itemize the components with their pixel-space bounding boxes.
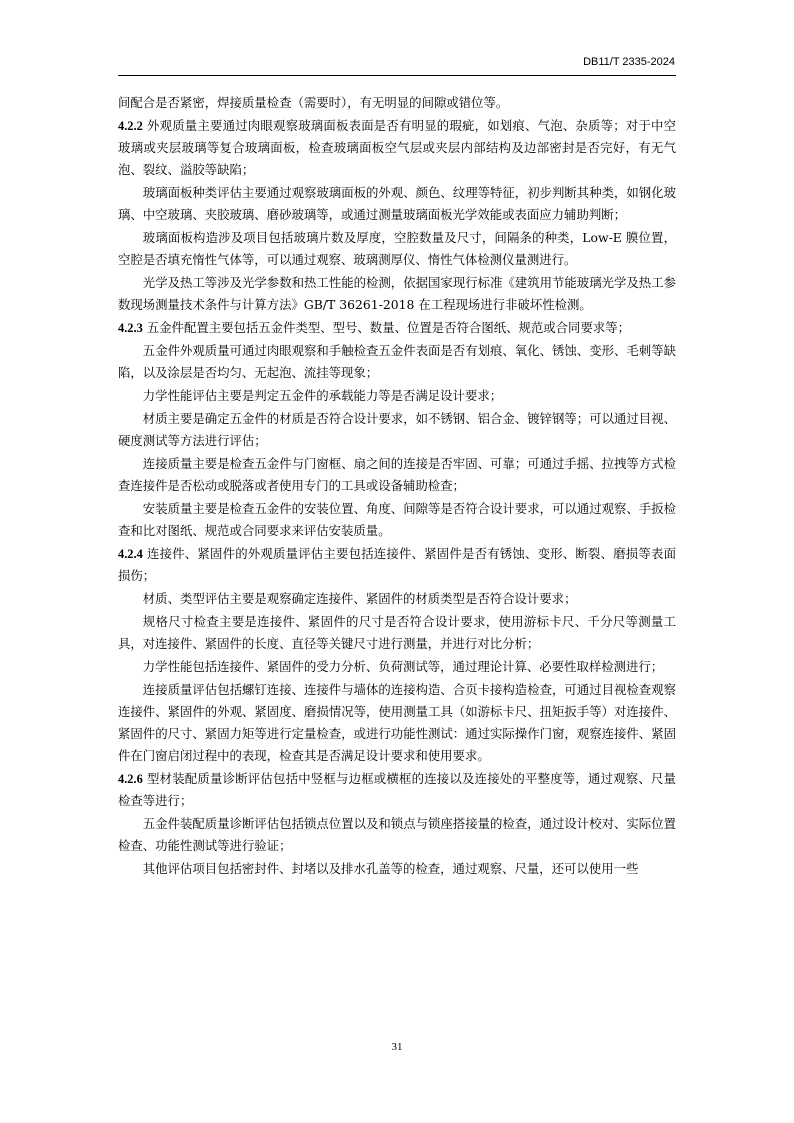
paragraph: 玻璃面板构造涉及项目包括玻璃片数及厚度，空腔数量及尺寸，间隔条的种类，Low-E 膜位置，空腔是否填充惰性气体等，可以通过观察、玻璃测厚仪、惰性气体检测仪量测进行。: [118, 230, 676, 267]
paragraph: 力学性能评估主要是判定五金件的承载能力等是否满足设计要求；: [142, 388, 503, 403]
paragraph: 连接质量评估包括螺钉连接、连接件与墙体的连接构造、合页卡接构造检查，可通过目视检查观察连接件、紧固件的外观、紧固度、磨损情况等，使用测量工具（如游标卡尺、扭矩扳手等）对连接件、紧固件的尺寸、紧固力矩等进行定量检查，或进行功能性测试：通过实际操作门窗，观察连接件、紧固件在门窗启闭过程中的表现，检查其是否满足设计要求和使用要求。: [118, 682, 676, 763]
page-number: 31: [391, 1041, 403, 1053]
clause-number: 4.2.4: [118, 547, 143, 561]
paragraph: 规格尺寸检查主要是连接件、紧固件的尺寸是否符合设计要求，使用游标卡尺、千分尺等测量工具，对连接件、紧固件的长度、直径等关键尺寸进行测量，并进行对比分析；: [118, 614, 676, 651]
paragraph: 安装质量主要是检查五金件的安装位置、角度、间隙等是否符合设计要求，可以通过观察、手扳检查和比对图纸、规范或合同要求来评估安装质量。: [118, 501, 676, 538]
header-divider: [118, 75, 676, 76]
paragraph: 力学性能包括连接件、紧固件的受力分析、负荷测试等，通过理论计算、必要性取样检测进行；: [142, 659, 664, 674]
clause-number: 4.2.6: [118, 772, 143, 786]
paragraph: 材质主要是确定五金件的材质是否符合设计要求，如不锈钢、铝合金、镀锌钢等；可以通过目视、硬度测试等方法进行评估；: [118, 411, 676, 448]
body-text: [118, 92, 676, 881]
clause-number: 4.2.3: [118, 321, 143, 335]
paragraph: 材质、类型评估主要是观察确定连接件、紧固件的材质类型是否符合设计要求；: [142, 591, 577, 606]
paragraph: 间配合是否紧密，焊接质量检查（需要时），有无明显的间隙或错位等。: [118, 95, 509, 110]
paragraph: 五金件装配质量诊断评估包括锁点位置以及和锁点与锁座搭接量的检查，通过设计校对、实际位置检查、功能性测试等进行验证；: [118, 816, 676, 853]
clause-4-2-4: 4.2.4 连接件、紧固件的外观质量评估主要包括连接件、紧固件是否有锈蚀、变形、断裂、磨损等表面损伤；: [118, 546, 676, 583]
clause-4-2-2: 4.2.2 外观质量主要通过肉眼观察玻璃面板表面是否有明显的瑕疵，如划痕、气泡、杂质等；对于中空玻璃或夹层玻璃等复合玻璃面板，检查玻璃面板空气层或夹层内部结构及边部密封是否完好，有无气泡、裂纹、溢胶等缺陷；: [118, 118, 676, 177]
clause-4-2-6: 4.2.6 型材装配质量诊断评估包括中竖框与边框或横框的连接以及连接处的平整度等，通过观察、尺量检查等进行；: [118, 771, 676, 808]
paragraph: 光学及热工等涉及光学参数和热工性能的检测，依据国家现行标准《建筑用节能玻璃光学及热工参数现场测量技术条件与计算方法》GB/T 36261-2018 在工程现场进行非破坏性检测。: [118, 275, 676, 312]
paragraph: 连接质量主要是检查五金件与门窗框、扇之间的连接是否牢固、可靠；可通过手摇、拉拽等方式检查连接件是否松动或脱落或者使用专门的工具或设备辅助检查；: [118, 456, 676, 493]
paragraph: 其他评估项目包括密封件、封堵以及排水孔盖等的检查，通过观察、尺量，还可以使用一些: [142, 861, 639, 876]
document-code: DB11/T 2335-2024: [583, 56, 675, 68]
paragraph: 玻璃面板种类评估主要通过观察玻璃面板的外观、颜色、纹理等特征，初步判断其种类，如钢化玻璃、中空玻璃、夹胶玻璃、磨砂玻璃等，或通过测量玻璃面板光学效能或表面应力辅助判断；: [118, 185, 676, 222]
paragraph: 五金件外观质量可通过肉眼观察和手触检查五金件表面是否有划痕、氧化、锈蚀、变形、毛刺等缺陷，以及涂层是否均匀、无起泡、流挂等现象；: [118, 343, 676, 380]
clause-number: 4.2.2: [118, 119, 143, 133]
clause-4-2-3: 4.2.3 五金件配置主要包括五金件类型、型号、数量、位置是否符合图纸、规范或合同要求等；: [118, 320, 631, 335]
